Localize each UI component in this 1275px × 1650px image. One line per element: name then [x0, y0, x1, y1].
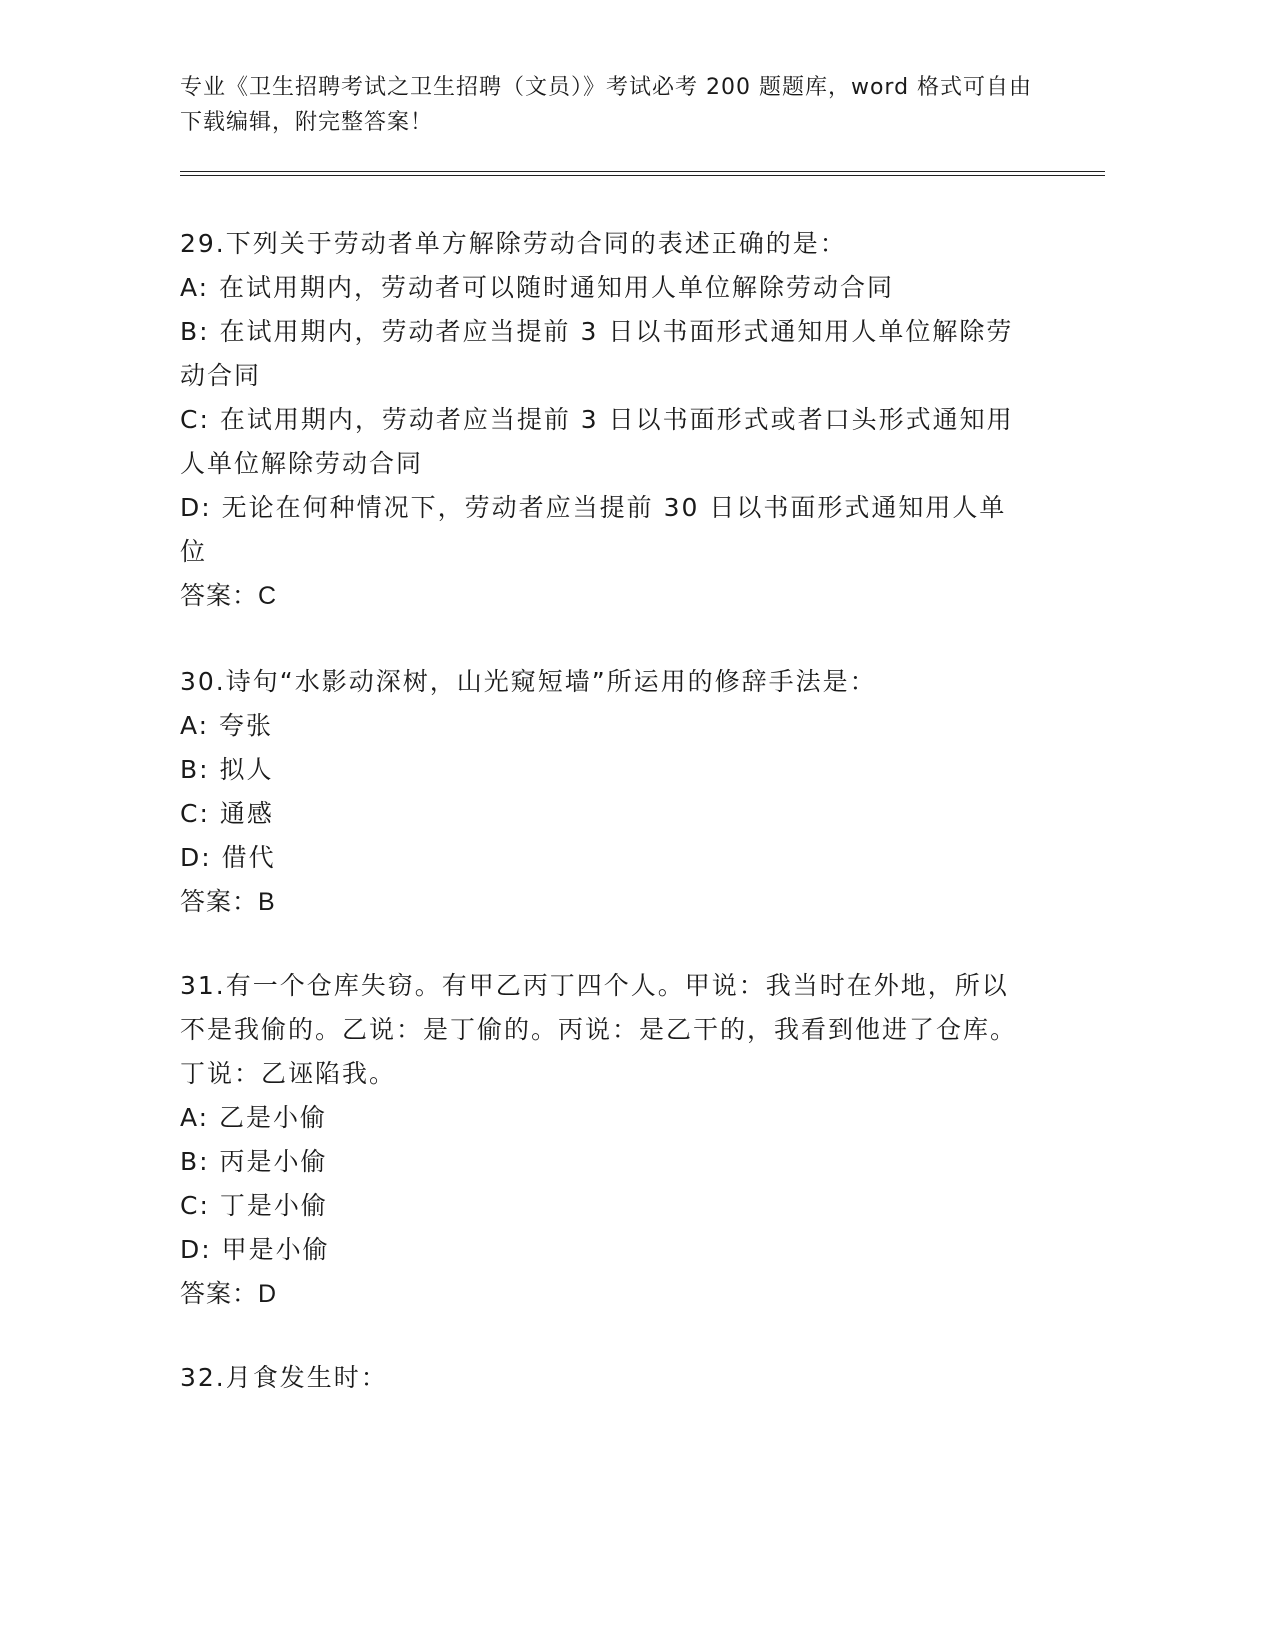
option-b: B: 在试用期内，劳动者应当提前 3 日以书面形式通知用人单位解除劳动合同 — [180, 317, 1014, 390]
answer: 答案：C — [180, 582, 278, 610]
option-c: C: 丁是小偷 — [180, 1191, 328, 1220]
question-29 — [180, 222, 1030, 618]
question-stem: 29.下列关于劳动者单方解除劳动合同的表述正确的是： — [180, 229, 847, 258]
option-c: C: 在试用期内，劳动者应当提前 3 日以书面形式或者口头形式通知用人单位解除劳动合同 — [180, 405, 1014, 478]
question-32 — [180, 1356, 1030, 1400]
option-b: B: 拟人 — [180, 755, 274, 784]
header-divider-bottom — [180, 175, 1105, 176]
option-d: D: 无论在何种情况下，劳动者应当提前 30 日以书面形式通知用人单位 — [180, 493, 1007, 566]
option-d: D: 借代 — [180, 843, 276, 872]
option-d: D: 甲是小偷 — [180, 1235, 330, 1264]
option-a: A: 在试用期内，劳动者可以随时通知用人单位解除劳动合同 — [180, 273, 895, 302]
question-31 — [180, 964, 1030, 1316]
document-header: 专业《卫生招聘考试之卫生招聘（文员）》考试必考 200 题题库，word 格式可自由下载编辑，附完整答案！ — [180, 75, 1033, 135]
option-a: A: 乙是小偷 — [180, 1103, 328, 1132]
option-a: A: 夸张 — [180, 711, 274, 740]
answer: 答案：B — [180, 888, 276, 916]
header-divider-top — [180, 171, 1105, 172]
option-c: C: 通感 — [180, 799, 274, 828]
question-30 — [180, 660, 1030, 924]
option-b: B: 丙是小偷 — [180, 1147, 328, 1176]
answer: 答案：D — [180, 1280, 278, 1308]
question-stem: 32.月食发生时： — [180, 1363, 388, 1392]
question-stem: 31.有一个仓库失窃。有甲乙丙丁四个人。甲说：我当时在外地，所以不是我偷的。乙说：是丁偷的。丙说：是乙干的，我看到他进了仓库。丁说：乙诬陷我。 — [180, 971, 1018, 1088]
question-stem: 30.诗句“水影动深树，山光窥短墙”所运用的修辞手法是： — [180, 667, 877, 696]
